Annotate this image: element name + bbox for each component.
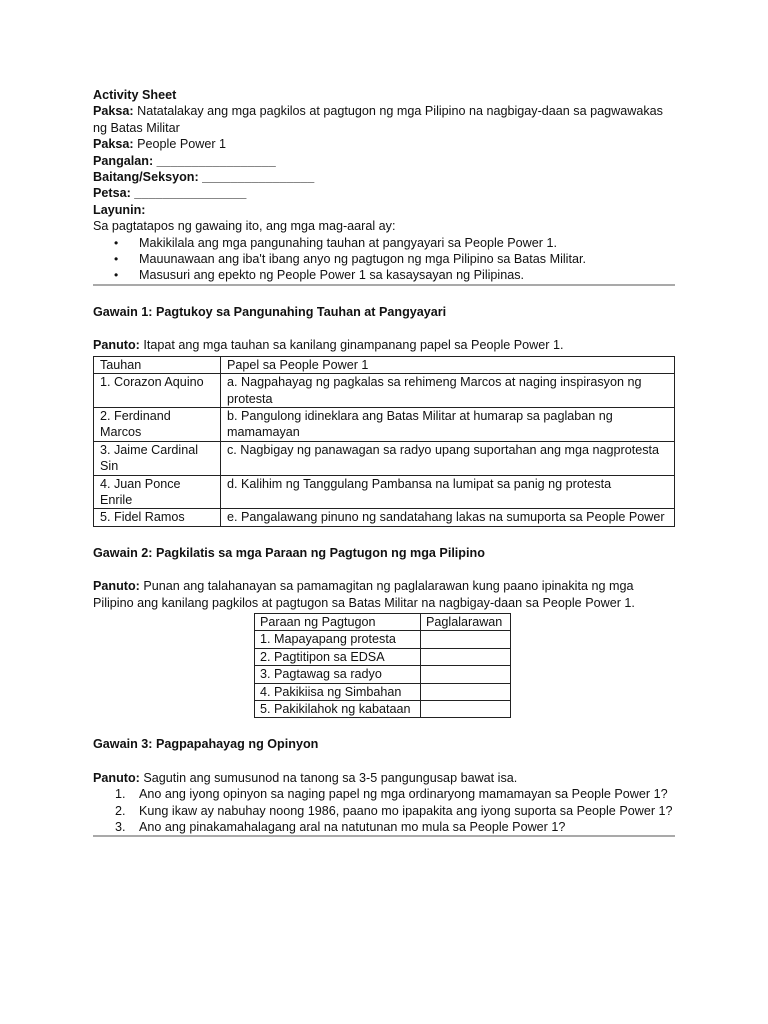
pangalan-field: Pangalan: _________________ [93,153,276,168]
table-cell: 1. Mapayapang protesta [255,631,421,648]
table-cell: 5. Pakikilahok ng kabataan [255,701,421,718]
table-cell: e. Pangalawang pinuno ng sandatahang lakas na sumuporta sa People Power [221,509,675,526]
gawain2-title: Gawain 2: Pagkilatis sa mga Paraan ng Pagtugon ng mga Pilipino [93,545,485,560]
table-row [255,648,511,665]
answer-cell[interactable] [421,666,511,683]
gawain2-panuto: Panuto: Punan ang talahanayan sa pamamagitan ng paglalarawan kung paano ipinakita ng mga Pilipino ang kanilang pagkilos at pagtugon sa Batas Militar na nagbigay-daan sa People Power 1. [93,579,635,610]
gawain1-table [93,356,675,527]
table-header-cell: Paglalarawan [421,613,511,630]
table-row [94,374,675,408]
gawain1-panuto: Panuto: Itapat ang mga tauhan sa kanilang ginampanang papel sa People Power 1. [93,338,564,353]
answer-cell[interactable] [421,683,511,700]
table-header-cell: Tauhan [94,356,221,373]
table-cell: 1. Corazon Aquino [94,374,221,408]
gawain1-title: Gawain 1: Pagtukoy sa Pangunahing Tauhan at Pangyayari [93,304,447,319]
objective-item: • Makikilala ang mga pangunahing tauhan at pangyayari sa People Power 1. [93,235,675,251]
table-row [94,441,675,475]
activity-sheet [93,87,675,837]
paksa-line-2: Paksa: People Power 1 [93,137,227,152]
question-item: 2. Kung ikaw ay nabuhay noong 1986, paano mo ipapakita ang iyong suporta sa People Power 1? [115,803,673,818]
objective-item: • Mauunawaan ang iba't ibang anyo ng pagtugon ng mga Pilipino sa Batas Militar. [93,251,675,267]
table-cell: 3. Jaime Cardinal Sin [94,441,221,475]
table-cell: 4. Juan Ponce Enrile [94,475,221,509]
table-row [94,475,675,509]
gawain3-title: Gawain 3: Pagpapahayag ng Opinyon [93,737,319,752]
table-row [255,666,511,683]
table-header-cell: Paraan ng Pagtugon [255,613,421,630]
table-header-row [94,356,675,373]
petsa-field: Petsa: ________________ [93,186,247,201]
table-header-row [255,613,511,630]
answer-cell[interactable] [421,701,511,718]
table-cell: d. Kalihim ng Tanggulang Pambansa na lumipat sa panig ng protesta [221,475,675,509]
answer-cell[interactable] [421,631,511,648]
gawain2-table [254,613,511,718]
gawain3-panuto: Panuto: Sagutin ang sumusunod na tanong sa 3-5 pangungusap bawat isa. [93,770,518,785]
layunin-intro: Sa pagtatapos ng gawaing ito, ang mga mag-aaral ay: [93,219,396,234]
question-number: 1. [115,787,126,802]
table-cell: c. Nagbigay ng panawagan sa radyo upang suportahan ang mga nagprotesta [221,441,675,475]
table-row [94,509,675,526]
question-number: 3. [115,820,126,835]
question-item: 3. Ano ang pinakamahalagang aral na natutunan mo mula sa People Power 1? [115,820,566,835]
table-row [255,683,511,700]
table-row [94,407,675,441]
objectives-list [93,235,675,284]
table-cell: b. Pangulong idineklara ang Batas Militar at humarap sa paglaban ng mamamayan [221,407,675,441]
table-cell: 4. Pakikiisa ng Simbahan [255,683,421,700]
table-cell: 2. Ferdinand Marcos [94,407,221,441]
question-number: 2. [115,803,126,818]
table-cell: 3. Pagtawag sa radyo [255,666,421,683]
objective-item: • Masusuri ang epekto ng People Power 1 sa kasaysayan ng Pilipinas. [93,267,675,283]
table-row [255,631,511,648]
table-row [255,701,511,718]
baitang-field: Baitang/Seksyon: ________________ [93,170,315,185]
table-cell: 5. Fidel Ramos [94,509,221,526]
question-item: 1. Ano ang iyong opinyon sa naging papel ng mga ordinaryong mamamayan sa People Power 1? [115,787,668,802]
table-cell: a. Nagpahayag ng pagkalas sa rehimeng Marcos at naging inspirasyon ng protesta [221,374,675,408]
paksa-line-1: Paksa: Natatalakay ang mga pagkilos at pagtugon ng mga Pilipino na nagbigay-daan sa pagwawakas ng Batas Militar [93,104,663,135]
table-cell: 2. Pagtitipon sa EDSA [255,648,421,665]
table-header-cell: Papel sa People Power 1 [221,356,675,373]
layunin-label: Layunin: [93,202,146,217]
answer-cell[interactable] [421,648,511,665]
section-divider [93,835,675,837]
questions-list [93,786,675,835]
sheet-title: Activity Sheet [93,88,177,102]
